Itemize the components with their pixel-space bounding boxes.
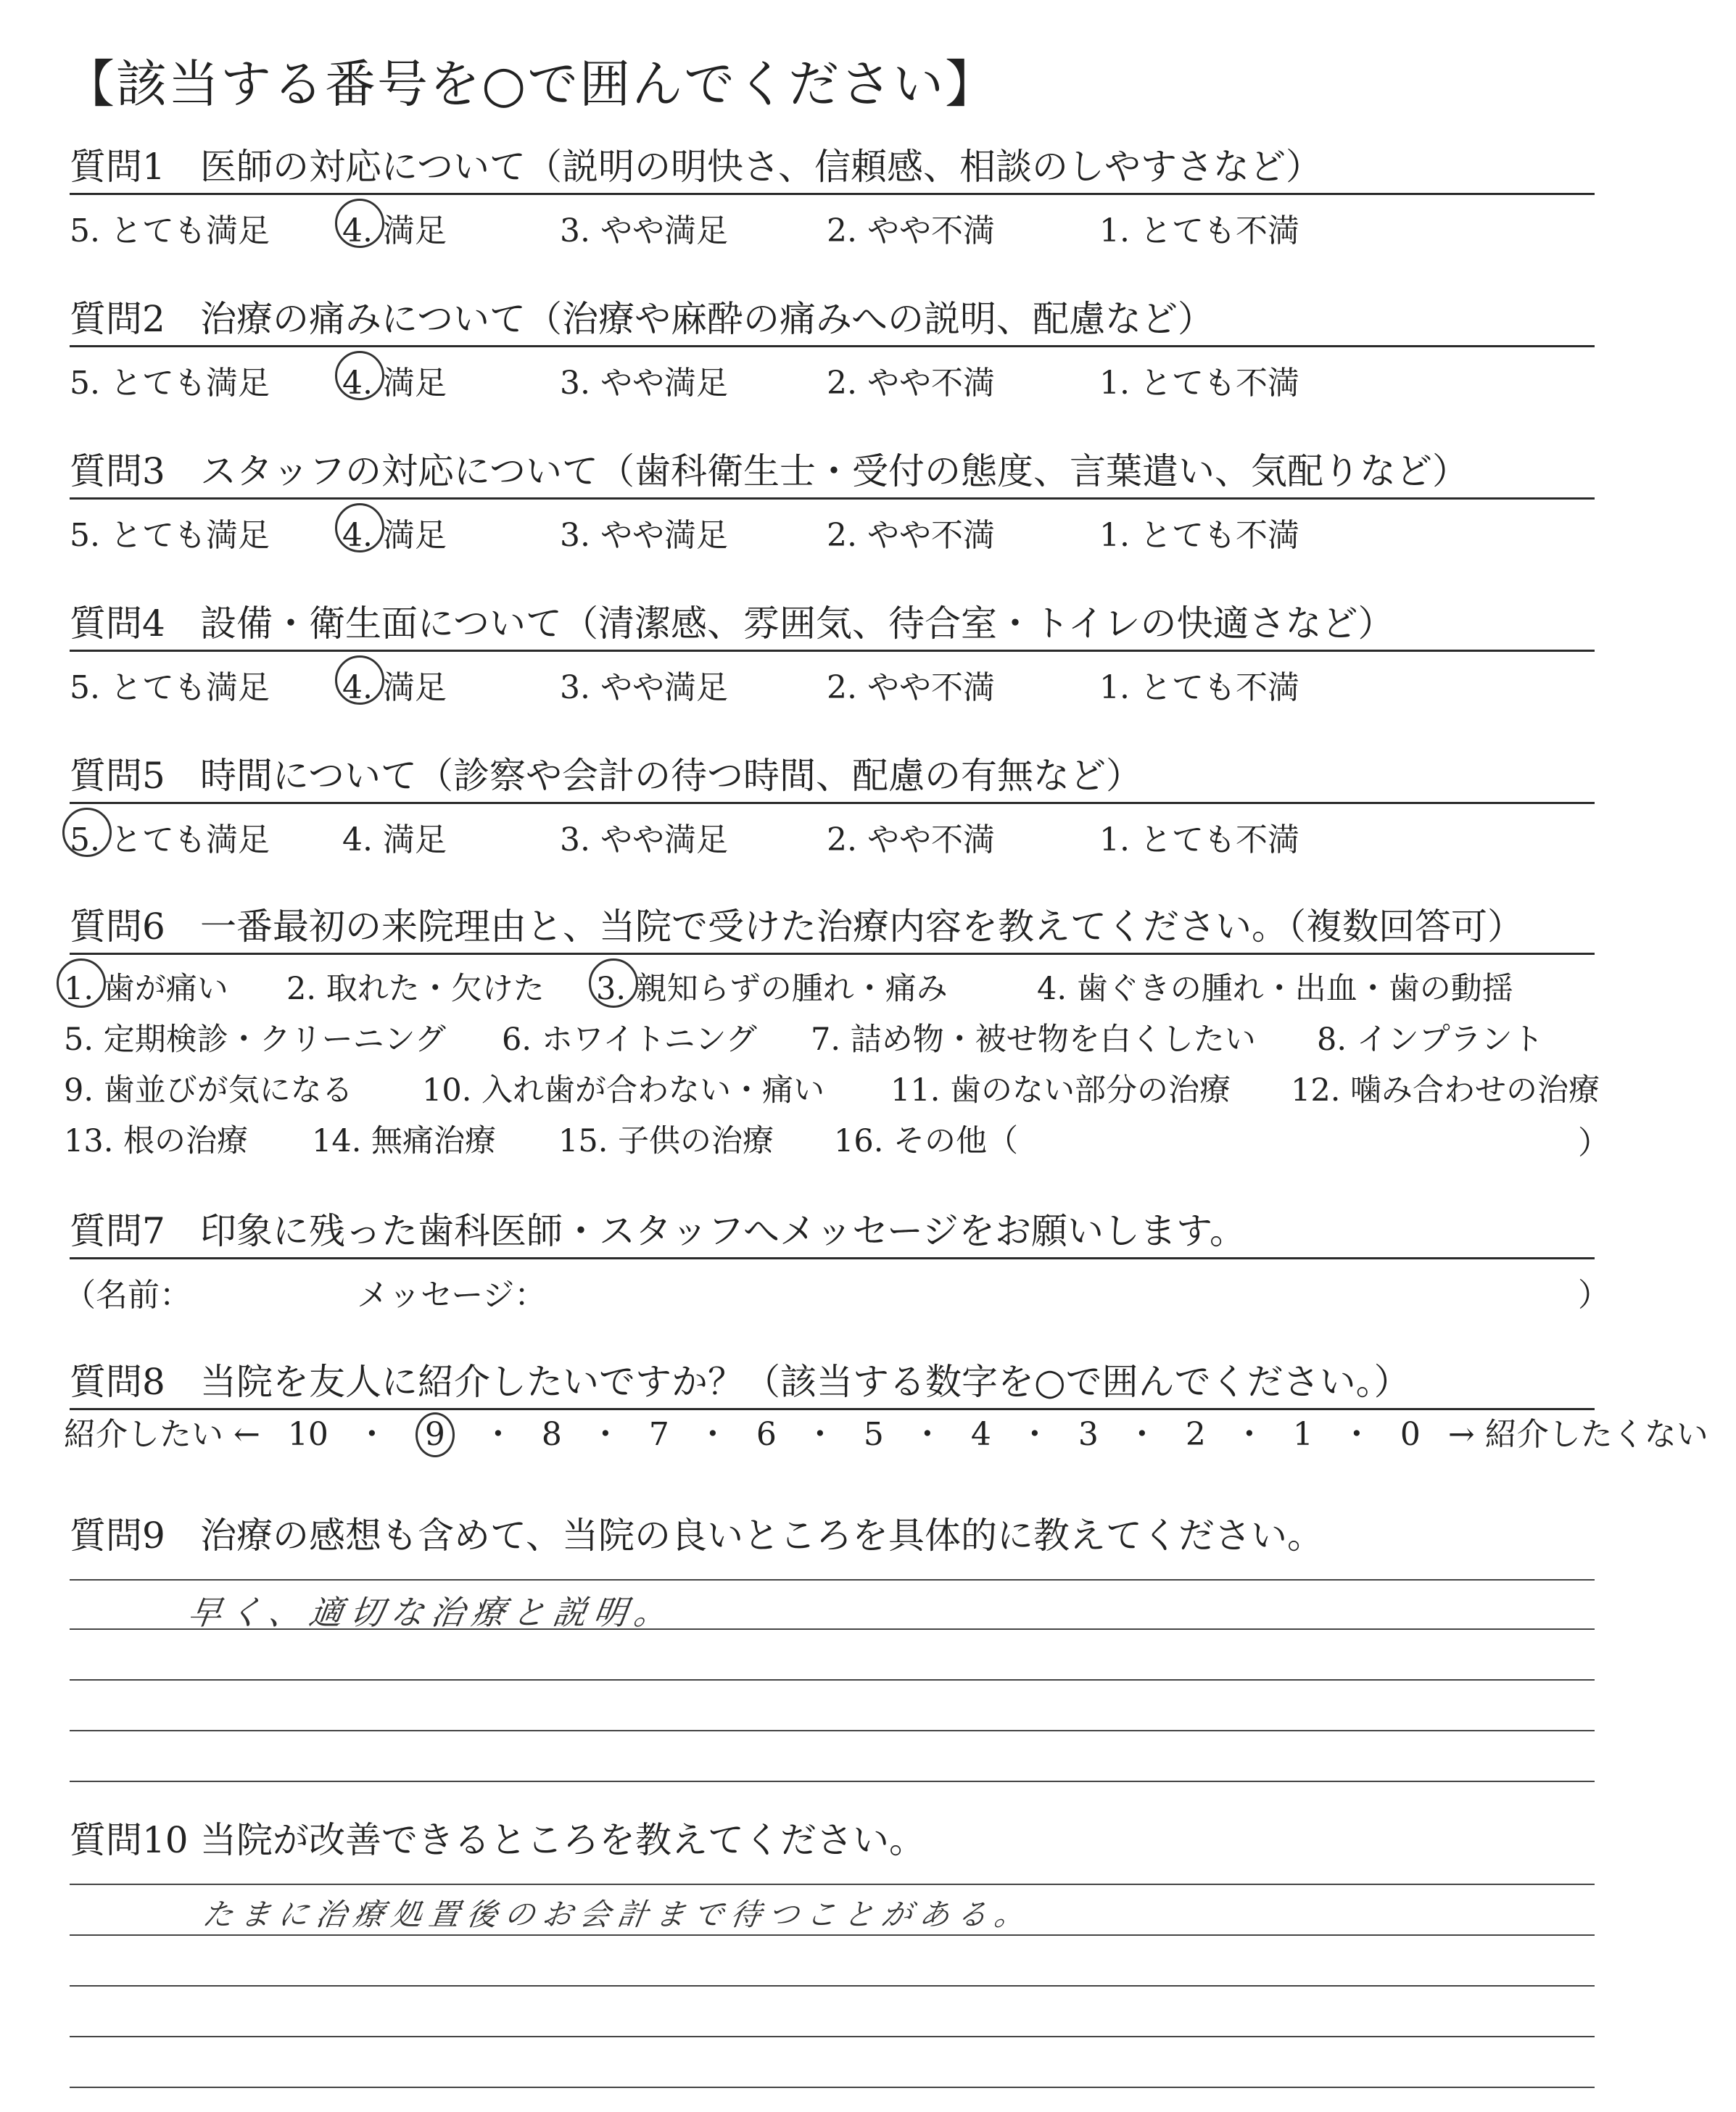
q4-option[interactable]: 4. 満足 xyxy=(342,669,447,706)
q10-line xyxy=(70,2036,1595,2037)
q8-scale-value[interactable]: 1 xyxy=(1292,1416,1313,1453)
selection-circle xyxy=(589,958,638,1008)
q4-option[interactable]: 3. やや満足 xyxy=(560,669,728,706)
q8-scale-value[interactable]: 9 xyxy=(416,1412,455,1457)
q1-option[interactable]: 3. やや満足 xyxy=(560,212,728,249)
q10-line xyxy=(70,1884,1595,1885)
q4-option[interactable]: 1. とても不満 xyxy=(1099,669,1299,706)
q8-separator: ・ xyxy=(1340,1416,1373,1453)
selection-circle xyxy=(335,655,384,705)
q8-header xyxy=(70,1360,1595,1410)
q2-header xyxy=(70,297,1595,347)
q8-scale-value[interactable]: 10 xyxy=(287,1416,328,1453)
q10-header xyxy=(70,1818,1595,1866)
q8-separator: ・ xyxy=(696,1416,729,1453)
q8-scale-value[interactable]: 6 xyxy=(756,1416,777,1453)
q3-label: 質問3 xyxy=(70,450,165,492)
q6-option[interactable]: 14. 無痛治療 xyxy=(312,1123,497,1159)
q6-option[interactable]: 12. 噛み合わせの治療 xyxy=(1291,1072,1600,1109)
q6-option[interactable]: 9. 歯並びが気になる xyxy=(64,1072,353,1109)
q6-option[interactable]: 15. 子供の治療 xyxy=(558,1123,774,1159)
q8-separator: ・ xyxy=(911,1416,943,1453)
q9-label: 質問9 xyxy=(70,1515,165,1557)
selection-circle xyxy=(62,808,112,857)
q9-line xyxy=(70,1679,1595,1681)
q9-line xyxy=(70,1781,1595,1782)
q6-close-paren: ） xyxy=(1578,1125,1610,1161)
q6-header xyxy=(70,905,1595,955)
q8-separator: ・ xyxy=(589,1416,621,1453)
q7-message-label: メッセージ： xyxy=(357,1277,547,1314)
q5-text: 時間について（診察や会計の待つ時間、配慮の有無など） xyxy=(200,755,1142,797)
q6-option[interactable]: 4. 歯ぐきの腫れ・出血・歯の動揺 xyxy=(1037,971,1513,1007)
q3-option[interactable]: 5. とても満足 xyxy=(70,517,270,554)
q7-text: 印象に残った歯科医師・スタッフへメッセージをお願いします。 xyxy=(200,1210,1246,1252)
q7-name-label: （名前： xyxy=(64,1277,191,1314)
q1-option[interactable]: 5. とても満足 xyxy=(70,212,270,249)
q9-line xyxy=(70,1628,1595,1630)
q8-scale-value[interactable]: 2 xyxy=(1185,1416,1206,1453)
q8-separator: ・ xyxy=(355,1416,388,1453)
q9-header xyxy=(70,1514,1595,1562)
q5-label: 質問5 xyxy=(70,755,165,797)
q8-separator: ・ xyxy=(803,1416,836,1453)
q5-option[interactable]: 2. やや不満 xyxy=(827,821,995,858)
q8-scale-value[interactable]: 4 xyxy=(970,1416,991,1453)
q6-option[interactable]: 11. 歯のない部分の治療 xyxy=(890,1072,1231,1109)
q8-scale-value[interactable]: 5 xyxy=(863,1416,884,1453)
q10-line xyxy=(70,1985,1595,1987)
q9-answer: 早く、適切な治療と説明。 xyxy=(185,1593,678,1632)
q3-option[interactable]: 3. やや満足 xyxy=(560,517,728,554)
q3-option[interactable]: 4. 満足 xyxy=(342,517,447,554)
q2-option[interactable]: 3. やや満足 xyxy=(560,365,728,402)
q8-scale xyxy=(64,1412,1736,1457)
q6-label: 質問6 xyxy=(70,906,165,948)
q9-line xyxy=(70,1730,1595,1731)
q1-label: 質問1 xyxy=(70,146,165,188)
q10-line xyxy=(70,1934,1595,1936)
q2-option[interactable]: 2. やや不満 xyxy=(827,365,995,402)
q7-label: 質問7 xyxy=(70,1210,165,1252)
q1-option[interactable]: 1. とても不満 xyxy=(1099,212,1299,249)
q8-separator: ・ xyxy=(1018,1416,1051,1453)
q8-separator: ・ xyxy=(481,1416,514,1453)
q8-label: 質問8 xyxy=(70,1361,165,1403)
q9-line xyxy=(70,1579,1595,1581)
selection-circle xyxy=(335,199,384,248)
q1-text: 医師の対応について（説明の明快さ、信頼感、相談のしやすさなど） xyxy=(200,146,1322,188)
q5-option[interactable]: 5. とても満足 xyxy=(70,821,270,858)
q6-option[interactable]: 5. 定期検診・クリーニング xyxy=(64,1022,446,1058)
q2-label: 質問2 xyxy=(70,298,165,340)
q3-text: スタッフの対応について（歯科衛生士・受付の態度、言葉遣い、気配りなど） xyxy=(200,450,1468,492)
q5-option[interactable]: 3. やや満足 xyxy=(560,821,728,858)
q4-option[interactable]: 2. やや不満 xyxy=(827,669,995,706)
selection-circle xyxy=(335,503,384,552)
q8-right-label: → 紹介したくない xyxy=(1447,1416,1708,1453)
q3-header xyxy=(70,450,1595,500)
q8-scale-value[interactable]: 8 xyxy=(541,1416,562,1453)
q5-header xyxy=(70,754,1595,804)
q5-option[interactable]: 4. 満足 xyxy=(342,821,447,858)
q6-option[interactable]: 7. 詰め物・被せ物を白くしたい xyxy=(811,1022,1256,1058)
q4-option[interactable]: 5. とても満足 xyxy=(70,669,270,706)
q8-scale-value[interactable]: 3 xyxy=(1078,1416,1099,1453)
q3-option[interactable]: 1. とても不満 xyxy=(1099,517,1299,554)
q8-scale-value[interactable]: 7 xyxy=(648,1416,669,1453)
q9-text: 治療の感想も含めて、当院の良いところを具体的に教えてください。 xyxy=(200,1515,1323,1557)
q5-option[interactable]: 1. とても不満 xyxy=(1099,821,1299,858)
q2-option[interactable]: 5. とても満足 xyxy=(70,365,270,402)
q2-option[interactable]: 1. とても不満 xyxy=(1099,365,1299,402)
q6-text: 一番最初の来院理由と、当院で受けた治療内容を教えてください。（複数回答可） xyxy=(200,906,1524,948)
q6-option[interactable]: 13. 根の治療 xyxy=(64,1123,249,1159)
q6-option[interactable]: 6. ホワイトニング xyxy=(502,1022,757,1058)
q1-header xyxy=(70,145,1595,195)
q1-option[interactable]: 2. やや不満 xyxy=(827,212,995,249)
q8-separator: ・ xyxy=(1125,1416,1158,1453)
q8-left-label: 紹介したい ← xyxy=(64,1416,260,1453)
q4-label: 質問4 xyxy=(70,602,165,645)
q1-option[interactable]: 4. 満足 xyxy=(342,212,447,249)
q4-header xyxy=(70,602,1595,652)
selection-circle xyxy=(335,351,384,400)
q10-text: 当院が改善できるところを教えてください。 xyxy=(200,1819,925,1861)
q8-separator: ・ xyxy=(1233,1416,1265,1453)
q7-close-paren: ） xyxy=(1578,1277,1610,1314)
q3-option[interactable]: 2. やや不満 xyxy=(827,517,995,554)
q4-text: 設備・衛生面について（清潔感、雰囲気、待合室・トイレの快適さなど） xyxy=(200,602,1394,645)
q10-label: 質問10 xyxy=(70,1819,189,1861)
q10-line xyxy=(70,2087,1595,2088)
q2-text: 治療の痛みについて（治療や麻酔の痛みへの説明、配慮など） xyxy=(200,298,1214,340)
q6-option[interactable]: 8. インプラント xyxy=(1317,1022,1544,1058)
q6-option[interactable]: 1. 歯が痛い xyxy=(64,971,228,1007)
q6-option[interactable]: 3. 親知らずの腫れ・痛み xyxy=(596,971,948,1007)
q6-option[interactable]: 16. その他（ xyxy=(834,1123,1019,1159)
q6-option[interactable]: 2. 取れた・欠けた xyxy=(286,971,545,1007)
q8-text: 当院を友人に紹介したいですか？（該当する数字を○で囲んでください。） xyxy=(200,1361,1410,1403)
q2-option[interactable]: 4. 満足 xyxy=(342,365,447,402)
q8-scale-value[interactable]: 0 xyxy=(1400,1416,1421,1453)
q7-header xyxy=(70,1209,1595,1259)
q10-answer: たまに治療処置後のお会計まで待つことがある。 xyxy=(200,1897,1036,1932)
selection-circle xyxy=(57,958,106,1008)
page-title: 【該当する番号を○で囲んでください】 xyxy=(64,54,998,114)
q6-option[interactable]: 10. 入れ歯が合わない・痛い xyxy=(422,1072,825,1109)
